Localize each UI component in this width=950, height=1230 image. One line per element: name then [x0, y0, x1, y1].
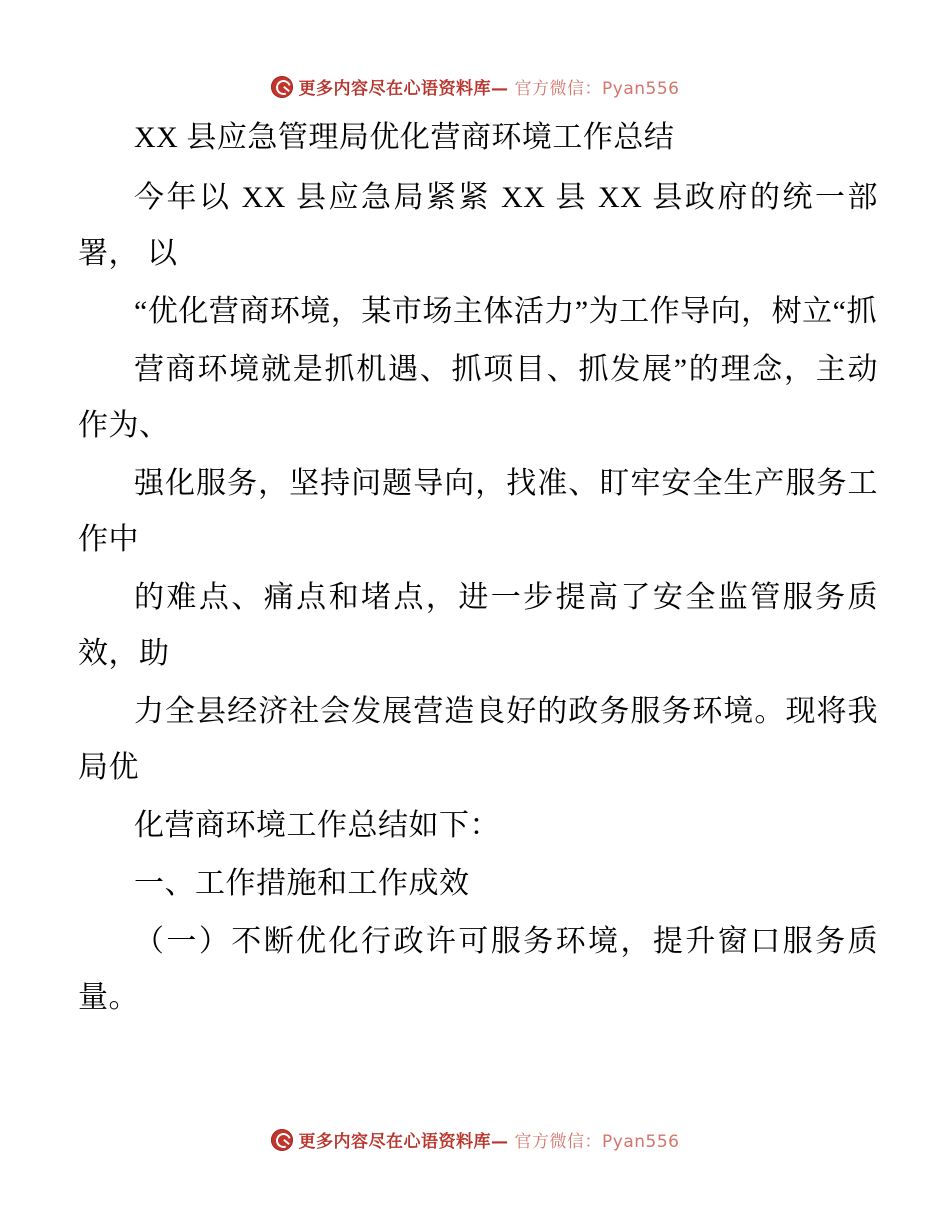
circle-arrow-logo-icon	[271, 1129, 293, 1151]
watermark-text-red: 更多内容尽在心语资料库—	[298, 79, 509, 99]
watermark-bottom	[0, 1127, 950, 1152]
watermark-top	[0, 74, 950, 99]
paragraph-4: 强化服务，坚持问题导向，找准、盯牢安全生产服务工作中	[78, 467, 878, 556]
paragraph-3: 营商环境就是抓机遇、抓项目、抓发展”的理念，主动作为、	[78, 353, 878, 442]
paragraph-9: （一）不断优化行政许可服务环境，提升窗口服务质量。	[78, 925, 878, 1014]
paragraph-2: “优化营商环境，某市场主体活力”为工作导向，树立“抓	[134, 295, 877, 328]
watermark-text-pink: 官方微信：Pyan556	[514, 79, 680, 99]
watermark-text-pink: 官方微信：Pyan556	[514, 1132, 680, 1152]
paragraph-1: 今年以 XX 县应急局紧紧 XX 县 XX 县政府的统一部署， 以	[78, 181, 878, 270]
paragraph-8: 一、工作措施和工作成效	[134, 867, 470, 900]
paragraph-7: 化营商环境工作总结如下：	[134, 809, 500, 842]
watermark-text-red: 更多内容尽在心语资料库—	[298, 1132, 509, 1152]
paragraph-6: 力全县经济社会发展营造良好的政务服务环境。现将我局优	[78, 695, 878, 784]
paragraph-5: 的难点、痛点和堵点，进一步提高了安全监管服务质效，助	[78, 581, 878, 670]
circle-arrow-logo-icon	[271, 76, 293, 98]
document-title: XX 县应急管理局优化营商环境工作总结	[134, 121, 675, 154]
document-body	[78, 110, 878, 1028]
